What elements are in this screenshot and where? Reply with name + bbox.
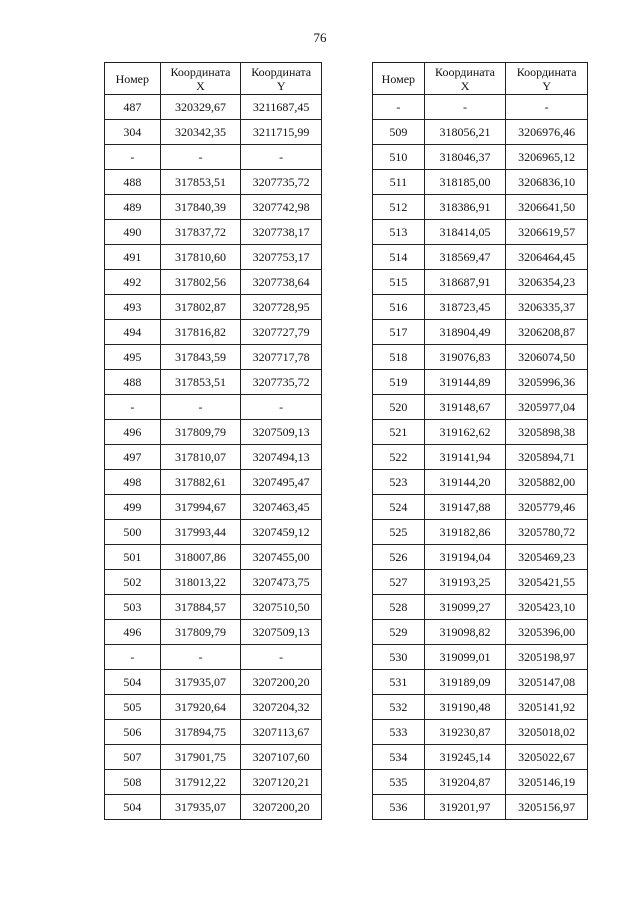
coordinate-y-cell: 3205198,97 bbox=[506, 645, 588, 670]
point-number-cell: 510 bbox=[373, 145, 425, 170]
coordinate-y-cell: 3207738,64 bbox=[241, 270, 322, 295]
header-coordinate-y-axis: Y bbox=[276, 78, 286, 93]
coordinate-x-cell: - bbox=[160, 145, 241, 170]
table-row bbox=[105, 695, 322, 720]
header-coordinate-y-axis: Y bbox=[542, 78, 551, 93]
coordinate-y-cell: 3207727,79 bbox=[241, 320, 322, 345]
point-number-cell: 534 bbox=[373, 745, 425, 770]
coordinate-x-cell: 317884,57 bbox=[160, 595, 241, 620]
point-number-cell: 512 bbox=[373, 195, 425, 220]
point-number-cell: 494 bbox=[105, 320, 161, 345]
table-row bbox=[373, 420, 588, 445]
table-row bbox=[373, 270, 588, 295]
coordinate-x-cell: 320342,35 bbox=[160, 120, 241, 145]
table-row bbox=[373, 745, 588, 770]
point-number-cell: 516 bbox=[373, 295, 425, 320]
coordinate-x-cell: 319144,89 bbox=[424, 370, 506, 395]
coordinate-y-cell: 3207753,17 bbox=[241, 245, 322, 270]
coordinate-y-cell: 3205147,08 bbox=[506, 670, 588, 695]
coordinate-y-cell: - bbox=[241, 645, 322, 670]
header-coordinate-y bbox=[241, 63, 322, 95]
coordinate-y-cell: 3207463,45 bbox=[241, 495, 322, 520]
coordinate-x-cell: 319189,09 bbox=[424, 670, 506, 695]
table-row bbox=[105, 320, 322, 345]
point-number-cell: 518 bbox=[373, 345, 425, 370]
coordinate-x-cell: 319201,97 bbox=[424, 795, 506, 820]
point-number-cell: 500 bbox=[105, 520, 161, 545]
coordinate-y-cell: 3206836,10 bbox=[506, 170, 588, 195]
point-number-cell: 497 bbox=[105, 445, 161, 470]
coordinate-x-cell: 319194,04 bbox=[424, 545, 506, 570]
point-number-cell: 517 bbox=[373, 320, 425, 345]
table-row bbox=[373, 120, 588, 145]
point-number-cell: 491 bbox=[105, 245, 161, 270]
table-row bbox=[105, 420, 322, 445]
coordinate-x-cell: 317994,67 bbox=[160, 495, 241, 520]
table-row bbox=[105, 470, 322, 495]
point-number-cell: 536 bbox=[373, 795, 425, 820]
table-row bbox=[373, 620, 588, 645]
table-row bbox=[373, 520, 588, 545]
table-row bbox=[105, 595, 322, 620]
coordinate-y-cell: 3207473,75 bbox=[241, 570, 322, 595]
coordinate-x-cell: 319162,62 bbox=[424, 420, 506, 445]
coordinate-x-cell: 317853,51 bbox=[160, 170, 241, 195]
coordinate-y-cell: - bbox=[506, 95, 588, 120]
coordinate-y-cell: 3205469,23 bbox=[506, 545, 588, 570]
point-number-cell: 499 bbox=[105, 495, 161, 520]
point-number-cell: 520 bbox=[373, 395, 425, 420]
point-number-cell: 504 bbox=[105, 795, 161, 820]
coordinate-y-cell: 3205141,92 bbox=[506, 695, 588, 720]
coordinate-x-cell: 317810,60 bbox=[160, 245, 241, 270]
table-row bbox=[105, 445, 322, 470]
table-body-left bbox=[105, 95, 322, 820]
point-number-cell: 498 bbox=[105, 470, 161, 495]
table-row bbox=[105, 345, 322, 370]
point-number-cell: 508 bbox=[105, 770, 161, 795]
table-row bbox=[105, 245, 322, 270]
table-row bbox=[373, 545, 588, 570]
coordinate-y-cell: 3206074,50 bbox=[506, 345, 588, 370]
table-row bbox=[373, 145, 588, 170]
point-number-cell: 524 bbox=[373, 495, 425, 520]
coordinate-x-cell: 318687,91 bbox=[424, 270, 506, 295]
coordinate-y-cell: 3207742,98 bbox=[241, 195, 322, 220]
table-row bbox=[373, 670, 588, 695]
coordinate-x-cell: 317993,44 bbox=[160, 520, 241, 545]
coordinate-y-cell: 3206354,23 bbox=[506, 270, 588, 295]
point-number-cell: 492 bbox=[105, 270, 161, 295]
coordinate-y-cell: 3207738,17 bbox=[241, 220, 322, 245]
table-body-right bbox=[373, 95, 588, 820]
coordinate-x-cell: 318904,49 bbox=[424, 320, 506, 345]
point-number-cell: 504 bbox=[105, 670, 161, 695]
point-number-cell: - bbox=[105, 645, 161, 670]
coordinate-y-cell: 3207459,12 bbox=[241, 520, 322, 545]
coordinate-y-cell: 3206335,37 bbox=[506, 295, 588, 320]
coordinate-y-cell: 3205894,71 bbox=[506, 445, 588, 470]
coordinate-y-cell: 3207728,95 bbox=[241, 295, 322, 320]
coordinate-x-cell: 319230,87 bbox=[424, 720, 506, 745]
coordinate-x-cell: 317935,07 bbox=[160, 795, 241, 820]
table-row bbox=[105, 670, 322, 695]
coordinate-y-cell: 3205779,46 bbox=[506, 495, 588, 520]
point-number-cell: 533 bbox=[373, 720, 425, 745]
coordinate-y-cell: 3205898,38 bbox=[506, 420, 588, 445]
coordinate-x-cell: 319141,94 bbox=[424, 445, 506, 470]
point-number-cell: 496 bbox=[105, 420, 161, 445]
coordinate-y-cell: 3207509,13 bbox=[241, 620, 322, 645]
coordinate-y-cell: 3207204,32 bbox=[241, 695, 322, 720]
table-row bbox=[373, 795, 588, 820]
coordinate-y-cell: 3205996,36 bbox=[506, 370, 588, 395]
table-row bbox=[105, 620, 322, 645]
table-row bbox=[105, 220, 322, 245]
header-coordinate-x bbox=[160, 63, 241, 95]
coordinate-y-cell: 3205882,00 bbox=[506, 470, 588, 495]
table-row bbox=[105, 770, 322, 795]
table-row bbox=[373, 570, 588, 595]
coordinate-y-cell: 3205018,02 bbox=[506, 720, 588, 745]
point-number-cell: 531 bbox=[373, 670, 425, 695]
point-number-cell: 507 bbox=[105, 745, 161, 770]
point-number-cell: 530 bbox=[373, 645, 425, 670]
point-number-cell: 490 bbox=[105, 220, 161, 245]
table-row bbox=[105, 795, 322, 820]
page-number: 76 bbox=[313, 30, 327, 45]
coordinate-x-cell: 319204,87 bbox=[424, 770, 506, 795]
point-number-cell: - bbox=[373, 95, 425, 120]
point-number-cell: 487 bbox=[105, 95, 161, 120]
coordinate-x-cell: 318723,45 bbox=[424, 295, 506, 320]
coordinate-y-cell: 3205146,19 bbox=[506, 770, 588, 795]
table-row bbox=[373, 645, 588, 670]
coordinate-x-cell: 317912,22 bbox=[160, 770, 241, 795]
coordinate-y-cell: 3205156,97 bbox=[506, 795, 588, 820]
coordinate-x-cell: 317843,59 bbox=[160, 345, 241, 370]
coordinate-y-cell: 3206976,46 bbox=[506, 120, 588, 145]
header-number: Номер bbox=[373, 63, 425, 95]
coordinate-y-cell: 3207200,20 bbox=[241, 795, 322, 820]
coordinate-x-cell: 319144,20 bbox=[424, 470, 506, 495]
coordinate-y-cell: 3207717,78 bbox=[241, 345, 322, 370]
coordinate-x-cell: 317802,56 bbox=[160, 270, 241, 295]
coordinate-x-cell: 318007,86 bbox=[160, 545, 241, 570]
point-number-cell: 521 bbox=[373, 420, 425, 445]
header-coordinate-y bbox=[506, 63, 588, 95]
header-coordinate-x-axis: X bbox=[196, 78, 205, 93]
header-coordinate-x-label: Координата bbox=[435, 64, 495, 79]
point-number-cell: 488 bbox=[105, 170, 161, 195]
header-coordinate-x-label: Координата bbox=[170, 64, 231, 79]
coordinate-x-cell: 317882,61 bbox=[160, 470, 241, 495]
point-number-cell: 495 bbox=[105, 345, 161, 370]
coordinate-x-cell: 317901,75 bbox=[160, 745, 241, 770]
table-row bbox=[105, 645, 322, 670]
table-row bbox=[373, 320, 588, 345]
table-row bbox=[373, 770, 588, 795]
coordinates-table-left bbox=[104, 62, 322, 820]
table-row bbox=[105, 520, 322, 545]
table-row bbox=[105, 120, 322, 145]
coordinate-y-cell: - bbox=[241, 145, 322, 170]
point-number-cell: 503 bbox=[105, 595, 161, 620]
header-coordinate-y-label: Координата bbox=[251, 64, 312, 79]
point-number-cell: 506 bbox=[105, 720, 161, 745]
point-number-cell: 526 bbox=[373, 545, 425, 570]
coordinate-x-cell: 318056,21 bbox=[424, 120, 506, 145]
coordinate-y-cell: 3205423,10 bbox=[506, 595, 588, 620]
table-row bbox=[105, 495, 322, 520]
table-row bbox=[373, 220, 588, 245]
header-coordinate-x bbox=[424, 63, 506, 95]
coordinate-y-cell: 3207735,72 bbox=[241, 170, 322, 195]
table-row bbox=[373, 295, 588, 320]
point-number-cell: 527 bbox=[373, 570, 425, 595]
table-row bbox=[105, 170, 322, 195]
coordinate-y-cell: 3207113,67 bbox=[241, 720, 322, 745]
coordinate-x-cell: 317809,79 bbox=[160, 420, 241, 445]
point-number-cell: 505 bbox=[105, 695, 161, 720]
coordinate-y-cell: 3207120,21 bbox=[241, 770, 322, 795]
point-number-cell: 515 bbox=[373, 270, 425, 295]
point-number-cell: 502 bbox=[105, 570, 161, 595]
point-number-cell: 528 bbox=[373, 595, 425, 620]
coordinate-y-cell: 3205977,04 bbox=[506, 395, 588, 420]
coordinate-x-cell: 319182,86 bbox=[424, 520, 506, 545]
table-row bbox=[105, 195, 322, 220]
table-row bbox=[105, 370, 322, 395]
table-row bbox=[373, 395, 588, 420]
coordinates-table-right bbox=[372, 62, 588, 820]
coordinate-x-cell: 319147,88 bbox=[424, 495, 506, 520]
table-row bbox=[373, 95, 588, 120]
coordinate-x-cell: 318185,00 bbox=[424, 170, 506, 195]
coordinate-x-cell: 317802,87 bbox=[160, 295, 241, 320]
header-coordinate-y-label: Координата bbox=[516, 64, 577, 79]
coordinate-y-cell: 3205780,72 bbox=[506, 520, 588, 545]
point-number-cell: 304 bbox=[105, 120, 161, 145]
coordinate-x-cell: 318046,37 bbox=[424, 145, 506, 170]
coordinate-x-cell: 317920,64 bbox=[160, 695, 241, 720]
coordinate-x-cell: 319099,01 bbox=[424, 645, 506, 670]
table-row bbox=[373, 495, 588, 520]
header-number: Номер bbox=[105, 63, 161, 95]
coordinate-y-cell: - bbox=[241, 395, 322, 420]
coordinate-x-cell: 319098,82 bbox=[424, 620, 506, 645]
coordinate-y-cell: 3207735,72 bbox=[241, 370, 322, 395]
point-number-cell: - bbox=[105, 395, 161, 420]
coordinate-y-cell: 3211687,45 bbox=[241, 95, 322, 120]
table-row bbox=[373, 445, 588, 470]
coordinate-y-cell: 3205421,55 bbox=[506, 570, 588, 595]
coordinate-y-cell: 3205022,67 bbox=[506, 745, 588, 770]
table-row bbox=[105, 545, 322, 570]
point-number-cell: 532 bbox=[373, 695, 425, 720]
coordinate-x-cell: 317840,39 bbox=[160, 195, 241, 220]
point-number-cell: 489 bbox=[105, 195, 161, 220]
point-number-cell: 523 bbox=[373, 470, 425, 495]
coordinate-x-cell: 319148,67 bbox=[424, 395, 506, 420]
point-number-cell: 522 bbox=[373, 445, 425, 470]
coordinate-x-cell: - bbox=[424, 95, 506, 120]
table-row bbox=[373, 720, 588, 745]
coordinate-x-cell: 319076,83 bbox=[424, 345, 506, 370]
table-row bbox=[105, 295, 322, 320]
table-row bbox=[105, 745, 322, 770]
coordinate-x-cell: 317935,07 bbox=[160, 670, 241, 695]
coordinate-y-cell: 3206965,12 bbox=[506, 145, 588, 170]
point-number-cell: 529 bbox=[373, 620, 425, 645]
table-header-row bbox=[373, 63, 588, 95]
coordinate-x-cell: 319245,14 bbox=[424, 745, 506, 770]
table-header-row bbox=[105, 63, 322, 95]
coordinate-y-cell: 3206619,57 bbox=[506, 220, 588, 245]
coordinate-x-cell: 318414,05 bbox=[424, 220, 506, 245]
point-number-cell: 514 bbox=[373, 245, 425, 270]
point-number-cell: 513 bbox=[373, 220, 425, 245]
point-number-cell: 511 bbox=[373, 170, 425, 195]
point-number-cell: 488 bbox=[105, 370, 161, 395]
table-row bbox=[373, 345, 588, 370]
point-number-cell: 509 bbox=[373, 120, 425, 145]
coordinate-x-cell: 319099,27 bbox=[424, 595, 506, 620]
table-row bbox=[373, 470, 588, 495]
coordinate-y-cell: 3207200,20 bbox=[241, 670, 322, 695]
table-row bbox=[373, 195, 588, 220]
coordinate-x-cell: - bbox=[160, 395, 241, 420]
table-row bbox=[105, 720, 322, 745]
table-row bbox=[373, 245, 588, 270]
coordinate-x-cell: 317810,07 bbox=[160, 445, 241, 470]
table-row bbox=[105, 570, 322, 595]
coordinate-y-cell: 3207495,47 bbox=[241, 470, 322, 495]
coordinate-y-cell: 3206464,45 bbox=[506, 245, 588, 270]
coordinate-x-cell: 317837,72 bbox=[160, 220, 241, 245]
coordinate-x-cell: 317816,82 bbox=[160, 320, 241, 345]
coordinate-y-cell: 3205396,00 bbox=[506, 620, 588, 645]
table-row bbox=[105, 145, 322, 170]
coordinate-y-cell: 3207494,13 bbox=[241, 445, 322, 470]
point-number-cell: - bbox=[105, 145, 161, 170]
table-row bbox=[105, 95, 322, 120]
point-number-cell: 501 bbox=[105, 545, 161, 570]
table-row bbox=[373, 370, 588, 395]
point-number-cell: 525 bbox=[373, 520, 425, 545]
point-number-cell: 519 bbox=[373, 370, 425, 395]
coordinate-x-cell: - bbox=[160, 645, 241, 670]
table-row bbox=[105, 395, 322, 420]
coordinate-x-cell: 317853,51 bbox=[160, 370, 241, 395]
coordinate-y-cell: 3207509,13 bbox=[241, 420, 322, 445]
point-number-cell: 493 bbox=[105, 295, 161, 320]
coordinate-x-cell: 319193,25 bbox=[424, 570, 506, 595]
coordinate-y-cell: 3211715,99 bbox=[241, 120, 322, 145]
coordinate-y-cell: 3206208,87 bbox=[506, 320, 588, 345]
coordinate-x-cell: 318386,91 bbox=[424, 195, 506, 220]
point-number-cell: 496 bbox=[105, 620, 161, 645]
table-row bbox=[373, 595, 588, 620]
coordinate-x-cell: 320329,67 bbox=[160, 95, 241, 120]
table-row bbox=[373, 695, 588, 720]
coordinate-y-cell: 3207107,60 bbox=[241, 745, 322, 770]
coordinate-x-cell: 318569,47 bbox=[424, 245, 506, 270]
header-coordinate-x-axis: X bbox=[460, 78, 470, 93]
coordinate-y-cell: 3207455,00 bbox=[241, 545, 322, 570]
table-row bbox=[105, 270, 322, 295]
point-number-cell: 535 bbox=[373, 770, 425, 795]
coordinate-x-cell: 317894,75 bbox=[160, 720, 241, 745]
table-row bbox=[373, 170, 588, 195]
coordinate-x-cell: 318013,22 bbox=[160, 570, 241, 595]
coordinate-y-cell: 3206641,50 bbox=[506, 195, 588, 220]
coordinate-y-cell: 3207510,50 bbox=[241, 595, 322, 620]
coordinate-x-cell: 319190,48 bbox=[424, 695, 506, 720]
coordinate-x-cell: 317809,79 bbox=[160, 620, 241, 645]
